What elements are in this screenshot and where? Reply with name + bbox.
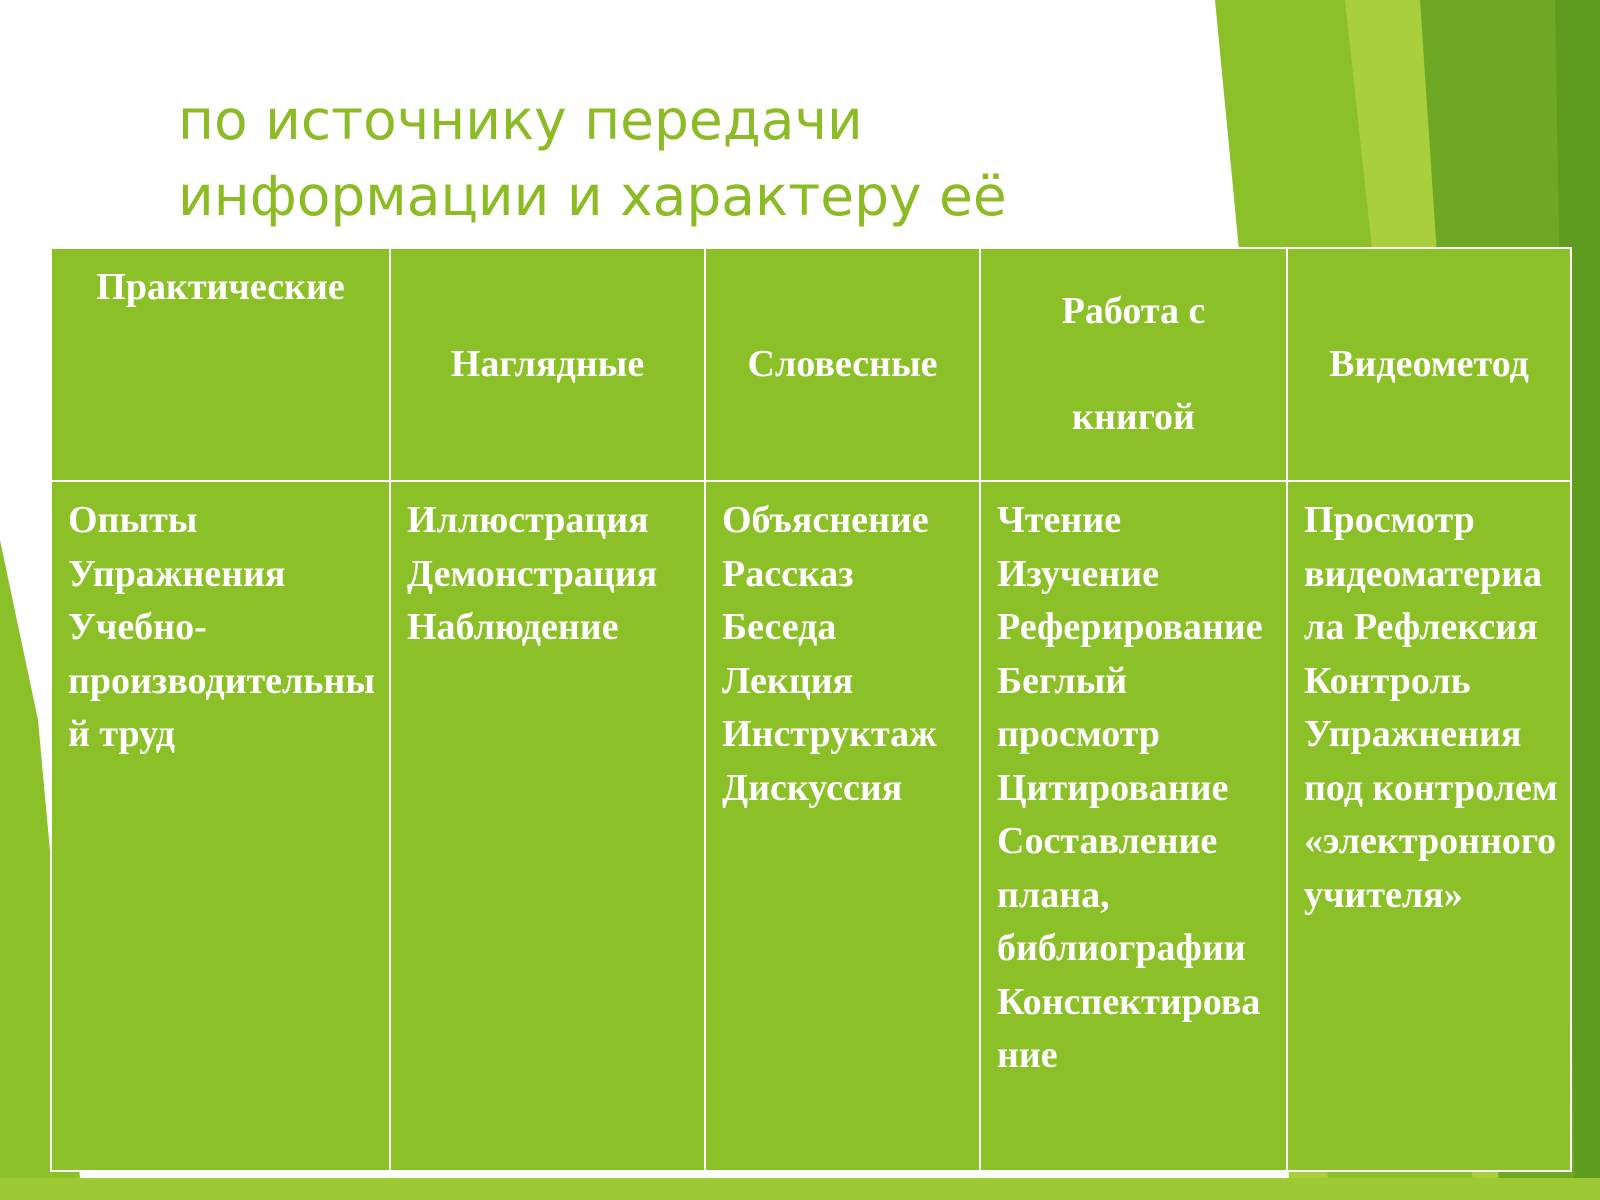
header-book-work-line1: Работа с — [1061, 290, 1206, 332]
body-row — [51, 481, 1571, 1171]
bg-shape-bottom — [0, 1178, 1600, 1200]
header-video-label: Видеометод — [1329, 342, 1529, 385]
header-visual — [390, 248, 705, 481]
header-book-work — [980, 248, 1287, 481]
header-verbal — [705, 248, 980, 481]
header-practical — [51, 248, 390, 481]
header-row — [51, 248, 1571, 481]
slide-title: по источнику передачи информации и характеру её — [178, 88, 1007, 228]
methods-table — [50, 247, 1572, 1172]
header-practical-label: Практические — [96, 266, 345, 308]
header-visual-label: Наглядные — [450, 342, 645, 385]
cell-practical: Опыты Упражнения Учебно-производительный труд — [51, 481, 390, 1171]
cell-visual: Иллюстрация Демонстрация Наблюдение — [390, 481, 705, 1171]
cell-book-work: Чтение Изучение Реферирование Беглый просмотр Цитирование Составление плана, библиографии Конспектирование — [980, 481, 1287, 1171]
cell-video: Просмотр видеоматериала Рефлексия Контроль Упражнения под контролем «электронного учителя» — [1287, 481, 1571, 1171]
header-verbal-label: Словесные — [747, 342, 938, 385]
header-book-work-line2: книгой — [1072, 395, 1195, 438]
header-video — [1287, 248, 1571, 481]
cell-verbal: Объяснение Рассказ Беседа Лекция Инструктаж Дискуссия — [705, 481, 980, 1171]
